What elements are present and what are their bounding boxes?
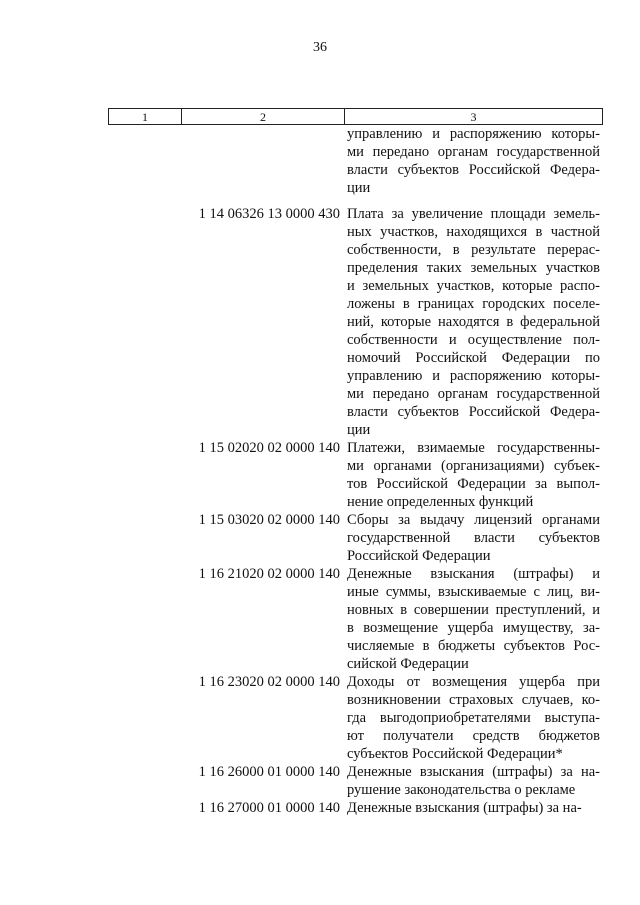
budget-code: 1 15 02020 02 0000 140 [198, 440, 340, 456]
table-row [108, 439, 600, 511]
description-line: Платежи, взимаемые государственны- [347, 440, 600, 456]
description-line: и земельных участков, которые распо- [347, 278, 600, 294]
description-line: новных в совершении преступлений, и [347, 602, 600, 618]
description-line: ми органами (организациями) субъек- [347, 458, 600, 474]
description-line: Денежные взыскания (штрафы) за на- [347, 800, 582, 816]
description-line: собственности, в результате перерас- [347, 242, 600, 258]
income-description [342, 673, 600, 763]
description-line: Денежные взыскания (штрафы) и [347, 566, 600, 582]
description-line: гда выгодоприобретателями выступа- [347, 710, 600, 726]
description-line: ции [347, 422, 371, 438]
description-line: субъектов Российской Федерации* [347, 746, 563, 762]
income-description [342, 799, 600, 817]
page-number: 36 [313, 40, 327, 55]
description-line: ции [347, 180, 371, 196]
description-line: пределения таких земельных участков [347, 260, 600, 276]
description-line: рушение законодательства о рекламе [347, 782, 576, 798]
table-row [108, 511, 600, 565]
budget-code: 1 16 21020 02 0000 140 [198, 566, 340, 582]
description-line: Плата за увеличение площади земель- [347, 206, 600, 222]
table-header [108, 108, 603, 125]
description-line: управлению и распоряжению которы- [347, 368, 600, 384]
description-line: Сборы за выдачу лицензий органами [347, 512, 600, 528]
description-line: нение определенных функций [347, 494, 534, 510]
budget-code: 1 15 03020 02 0000 140 [198, 512, 340, 528]
income-description [342, 565, 600, 673]
budget-code: 1 16 23020 02 0000 140 [198, 674, 340, 690]
description-line: ложены в границах городских поселе- [347, 296, 600, 312]
description-line: собственности и осуществление пол- [347, 332, 600, 348]
description-line: ми передано органам государственной [347, 386, 600, 402]
table-body [108, 125, 600, 817]
column-header-3: 3 [345, 109, 603, 125]
description-line: Денежные взыскания (штрафы) за на- [347, 764, 600, 780]
income-description [342, 511, 600, 565]
description-line: Российской Федерации [347, 548, 491, 564]
column-header-1: 1 [109, 109, 182, 125]
description-line: государственной власти субъектов [347, 530, 600, 546]
description-line: власти субъектов Российской Федера- [347, 404, 600, 420]
income-description [342, 439, 600, 511]
description-line: иные суммы, взыскиваемые с лиц, ви- [347, 584, 600, 600]
description-line: Доходы от возмещения ущерба при [347, 674, 600, 690]
description-line: возникновении страховых случаев, ко- [347, 692, 600, 708]
description-line: власти субъектов Российской Федера- [347, 162, 600, 178]
description-line: номочий Российской Федерации по [347, 350, 600, 366]
table-row [108, 799, 600, 817]
description-line: в возмещение ущерба имуществу, за- [347, 620, 600, 636]
table-row [108, 673, 600, 763]
table-row [108, 763, 600, 799]
description-line: ний, которые находятся в федеральной [347, 314, 600, 330]
budget-code: 1 16 26000 01 0000 140 [198, 764, 340, 780]
income-description [342, 763, 600, 799]
income-description [342, 205, 600, 439]
description-line: сийской Федерации [347, 656, 469, 672]
description-line: ют получатели средств бюджетов [347, 728, 600, 744]
column-header-2: 2 [182, 109, 345, 125]
description-line: числяемые в бюджеты субъектов Рос- [347, 638, 600, 654]
table-row [108, 205, 600, 439]
table-row [108, 565, 600, 673]
budget-code: 1 14 06326 13 0000 430 [198, 206, 340, 222]
description-line: ных участков, находящихся в частной [347, 224, 600, 240]
description-line: управлению и распоряжению которы- [347, 126, 600, 142]
description-line: ми передано органам государственной [347, 144, 600, 160]
description-line: тов Российской Федерации за выпол- [347, 476, 600, 492]
table-row [108, 125, 600, 197]
income-description [342, 125, 600, 197]
budget-code: 1 16 27000 01 0000 140 [198, 800, 340, 816]
